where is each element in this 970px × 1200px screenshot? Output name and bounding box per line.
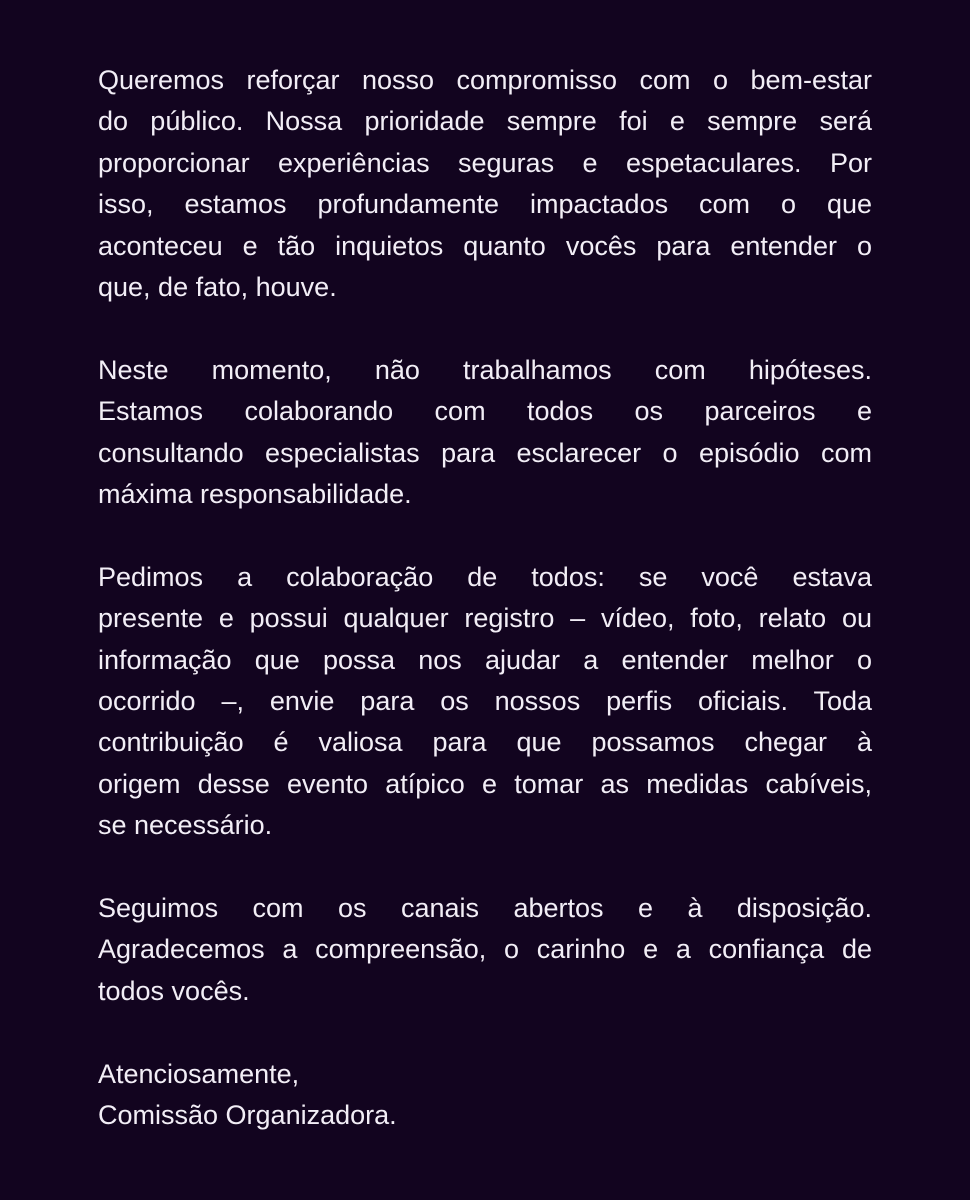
closing-salutation: Atenciosamente, [98,1058,300,1089]
paragraph-line: Agradecemos a compreensão, o carinho e a confiança de [98,934,872,965]
paragraph-line: aconteceu e tão inquietos quanto vocês para entender o [98,230,872,261]
paragraph-line: informação que possa nos ajudar a entender melhor o [98,644,872,675]
paragraph-request [98,557,872,847]
paragraph-line: Estamos colaborando com todos os parceiros e [98,396,872,427]
paragraph-line: proporcionar experiências seguras e espetaculares. Por [98,147,872,178]
paragraph-line: contribuição é valiosa para que possamos chegar à [98,727,872,758]
paragraph-line: do público. Nossa prioridade sempre foi e sempre será [98,106,872,137]
paragraph-line: ocorrido –, envie para os nossos perfis oficiais. Toda [98,686,872,717]
paragraph-line: se necessário. [98,810,273,841]
paragraph-line: origem desse evento atípico e tomar as medidas cabíveis, [98,768,872,799]
paragraph-line: presente e possui qualquer registro – vídeo, foto, relato ou [98,603,872,634]
closing-signature: Comissão Organizadora. [98,1100,397,1131]
paragraph-line: Queremos reforçar nosso compromisso com o bem-estar [98,65,872,95]
paragraph-line: isso, estamos profundamente impactados com o que [98,189,872,220]
paragraph-line: Pedimos a colaboração de todos: se você estava [98,561,872,592]
paragraph-line: máxima responsabilidade. [98,479,412,510]
paragraph-line: Neste momento, não trabalhamos com hipóteses. [98,354,872,385]
paragraph-investigation [98,350,872,516]
paragraph-commitment [98,60,872,308]
paragraph-line: Seguimos com os canais abertos e à disposição. [98,893,872,924]
statement-body [98,60,872,1137]
closing-block [98,1054,872,1137]
paragraph-line: que, de fato, houve. [98,272,337,303]
paragraph-line: todos vocês. [98,975,250,1006]
paragraph-thanks [98,888,872,1012]
paragraph-line: consultando especialistas para esclarecer o episódio com [98,437,872,468]
